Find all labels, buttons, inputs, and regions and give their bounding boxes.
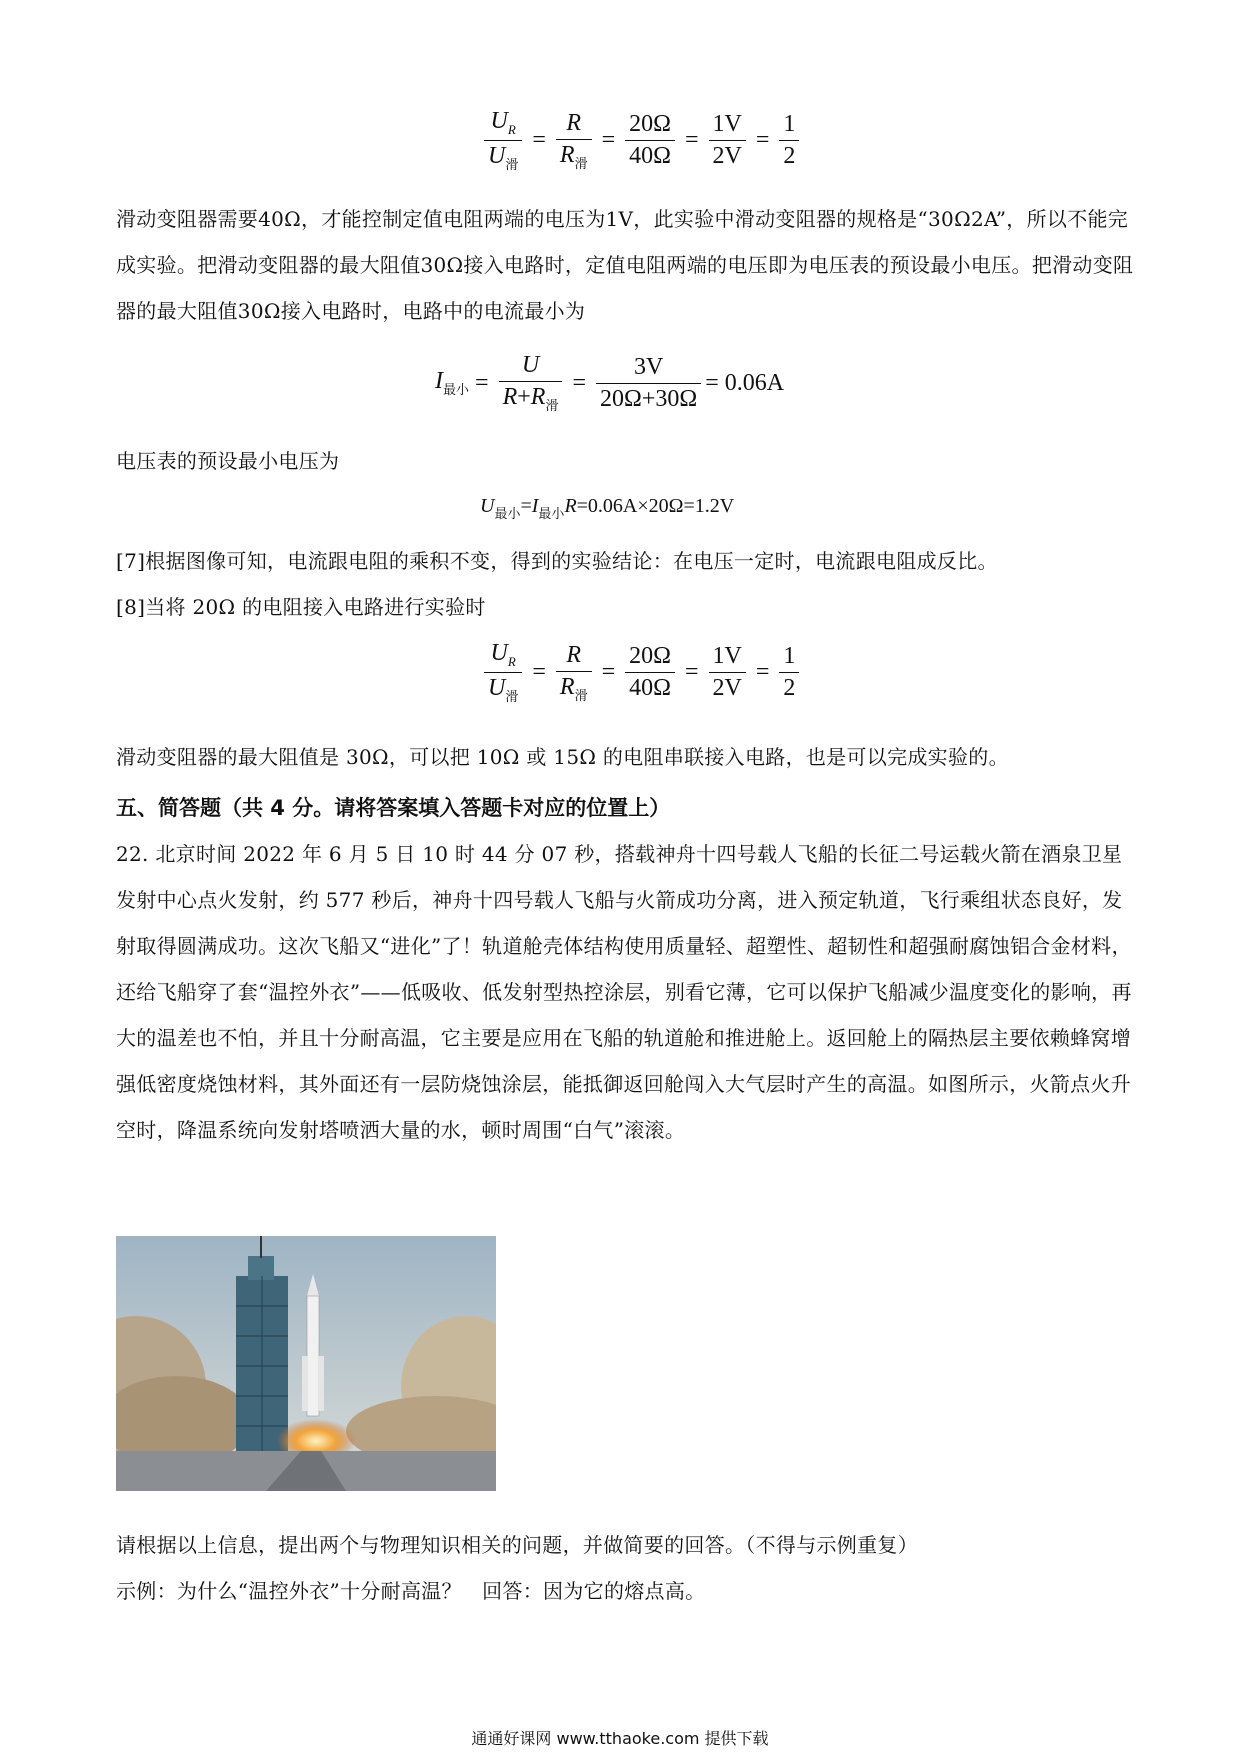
- fraction: $\frac{1V}{2V}$: [709, 111, 746, 170]
- paragraph-max-resistance: 滑动变阻器的最大阻值是 30Ω，可以把 10Ω 或 15Ω 的电阻串联接入电路，也是可以完成实验的。: [116, 745, 1009, 769]
- paragraph-step-8: [8]当将 20Ω 的电阻接入电路进行实验时: [116, 595, 486, 619]
- equation-voltage-ratio-2: $\frac{U_R}{U_滑}$ = $\frac{R}{R_滑}$ = $\frac{20\Omega}{40\Omega}$ = $\frac{1V}{2V}$ = $\frac{1}{2}$: [480, 640, 803, 705]
- fraction: $\frac{1}{2}$: [779, 643, 799, 702]
- fraction: $\frac{20\Omega}{40\Omega}$: [625, 643, 675, 702]
- paragraph-conclusion-7: [7]根据图像可知，电流跟电阻的乘积不变，得到的实验结论：在电压一定时，电流跟电阻成反比。: [116, 549, 998, 573]
- fraction: $\frac{U_R}{U_滑}$: [484, 640, 522, 705]
- fraction: $\frac{U_R}{U_滑}$: [484, 108, 522, 173]
- equation-min-voltage: $U_{最小}=I_{最小}R=0.06A\times 20\Omega=1.2V$: [480, 495, 735, 521]
- fraction: $\frac{20\Omega}{40\Omega}$: [625, 111, 675, 170]
- fraction: $\frac{1V}{2V}$: [709, 643, 746, 702]
- fraction: $\frac{R}{R_滑}$: [556, 642, 592, 704]
- fraction: $\frac{R}{R_滑}$: [556, 110, 592, 172]
- paragraph-rheostat: 滑动变阻器需要40Ω，才能控制定值电阻两端的电压为1V，此实验中滑动变阻器的规格是“30Ω2A”，所以不能完成实验。把滑动变阻器的最大阻值30Ω接入电路时，定值电阻两端的电压即为电压表的预设最小电压。把滑动变阻器的最大阻值30Ω接入电路时，电路中的电流最小为: [116, 207, 1134, 323]
- question-prompt: 请根据以上信息，提出两个与物理知识相关的问题，并做简要的回答。（不得与示例重复）: [116, 1533, 918, 1557]
- rocket-launch-photo: [116, 1236, 496, 1491]
- paragraph-preset-voltage: 电压表的预设最小电压为: [116, 449, 340, 473]
- equation-min-current: $I_{最小}$ = $\frac{U}{R+R_滑}$ = $\frac{3V}{20\Omega+30\Omega}$ = 0.06A: [435, 352, 785, 413]
- fraction: $\frac{1}{2}$: [779, 111, 799, 170]
- example-answer: 示例：为什么“温控外衣”十分耐高温？ 回答：因为它的熔点高。: [116, 1579, 706, 1603]
- question-22: 22. 北京时间 2022 年 6 月 5 日 10 时 44 分 07 秒，搭载神舟十四号载人飞船的长征二号运载火箭在酒泉卫星发射中心点火发射，约 577 秒后，神舟十四号载人飞船与火箭成功分离，进入预定轨道，飞行乘组状态良好，发射取得圆满成功。这次飞船又“进化”了！轨道舱壳体结构使用质量轻、超塑性、超韧性和超强耐腐蚀铝合金材料，还给飞船穿了套“温控外衣”——低吸收、低发射型热控涂层，别看它薄，它可以保护飞船减少温度变化的影响，再大的温差也不怕，并且十分耐高温，它主要是应用在飞船的轨道舱和推进舱上。返回舱上的隔热层主要依赖蜂窝增强低密度烧蚀材料，其外面还有一层防烧蚀涂层，能抵御返回舱闯入大气层时产生的高温。如图所示，火箭点火升空时，降温系统向发射塔喷洒大量的水，顿时周围“白气”滚滚。: [116, 842, 1132, 1142]
- section-heading: 五、简答题（共 4 分。请将答案填入答题卡对应的位置上）: [116, 796, 671, 820]
- equation-voltage-ratio-1: $\frac{U_R}{U_滑}$ = $\frac{R}{R_滑}$ = $\frac{20\Omega}{40\Omega}$ = $\frac{1V}{2V}$ = $\frac{1}{2}$: [480, 108, 803, 173]
- fraction: $\frac{U}{R+R_滑}$: [499, 352, 563, 414]
- footer-source: 通通好课网 www.tthaoke.com 提供下载: [471, 1729, 769, 1748]
- fraction: $\frac{3V}{20\Omega+30\Omega}$: [596, 354, 701, 413]
